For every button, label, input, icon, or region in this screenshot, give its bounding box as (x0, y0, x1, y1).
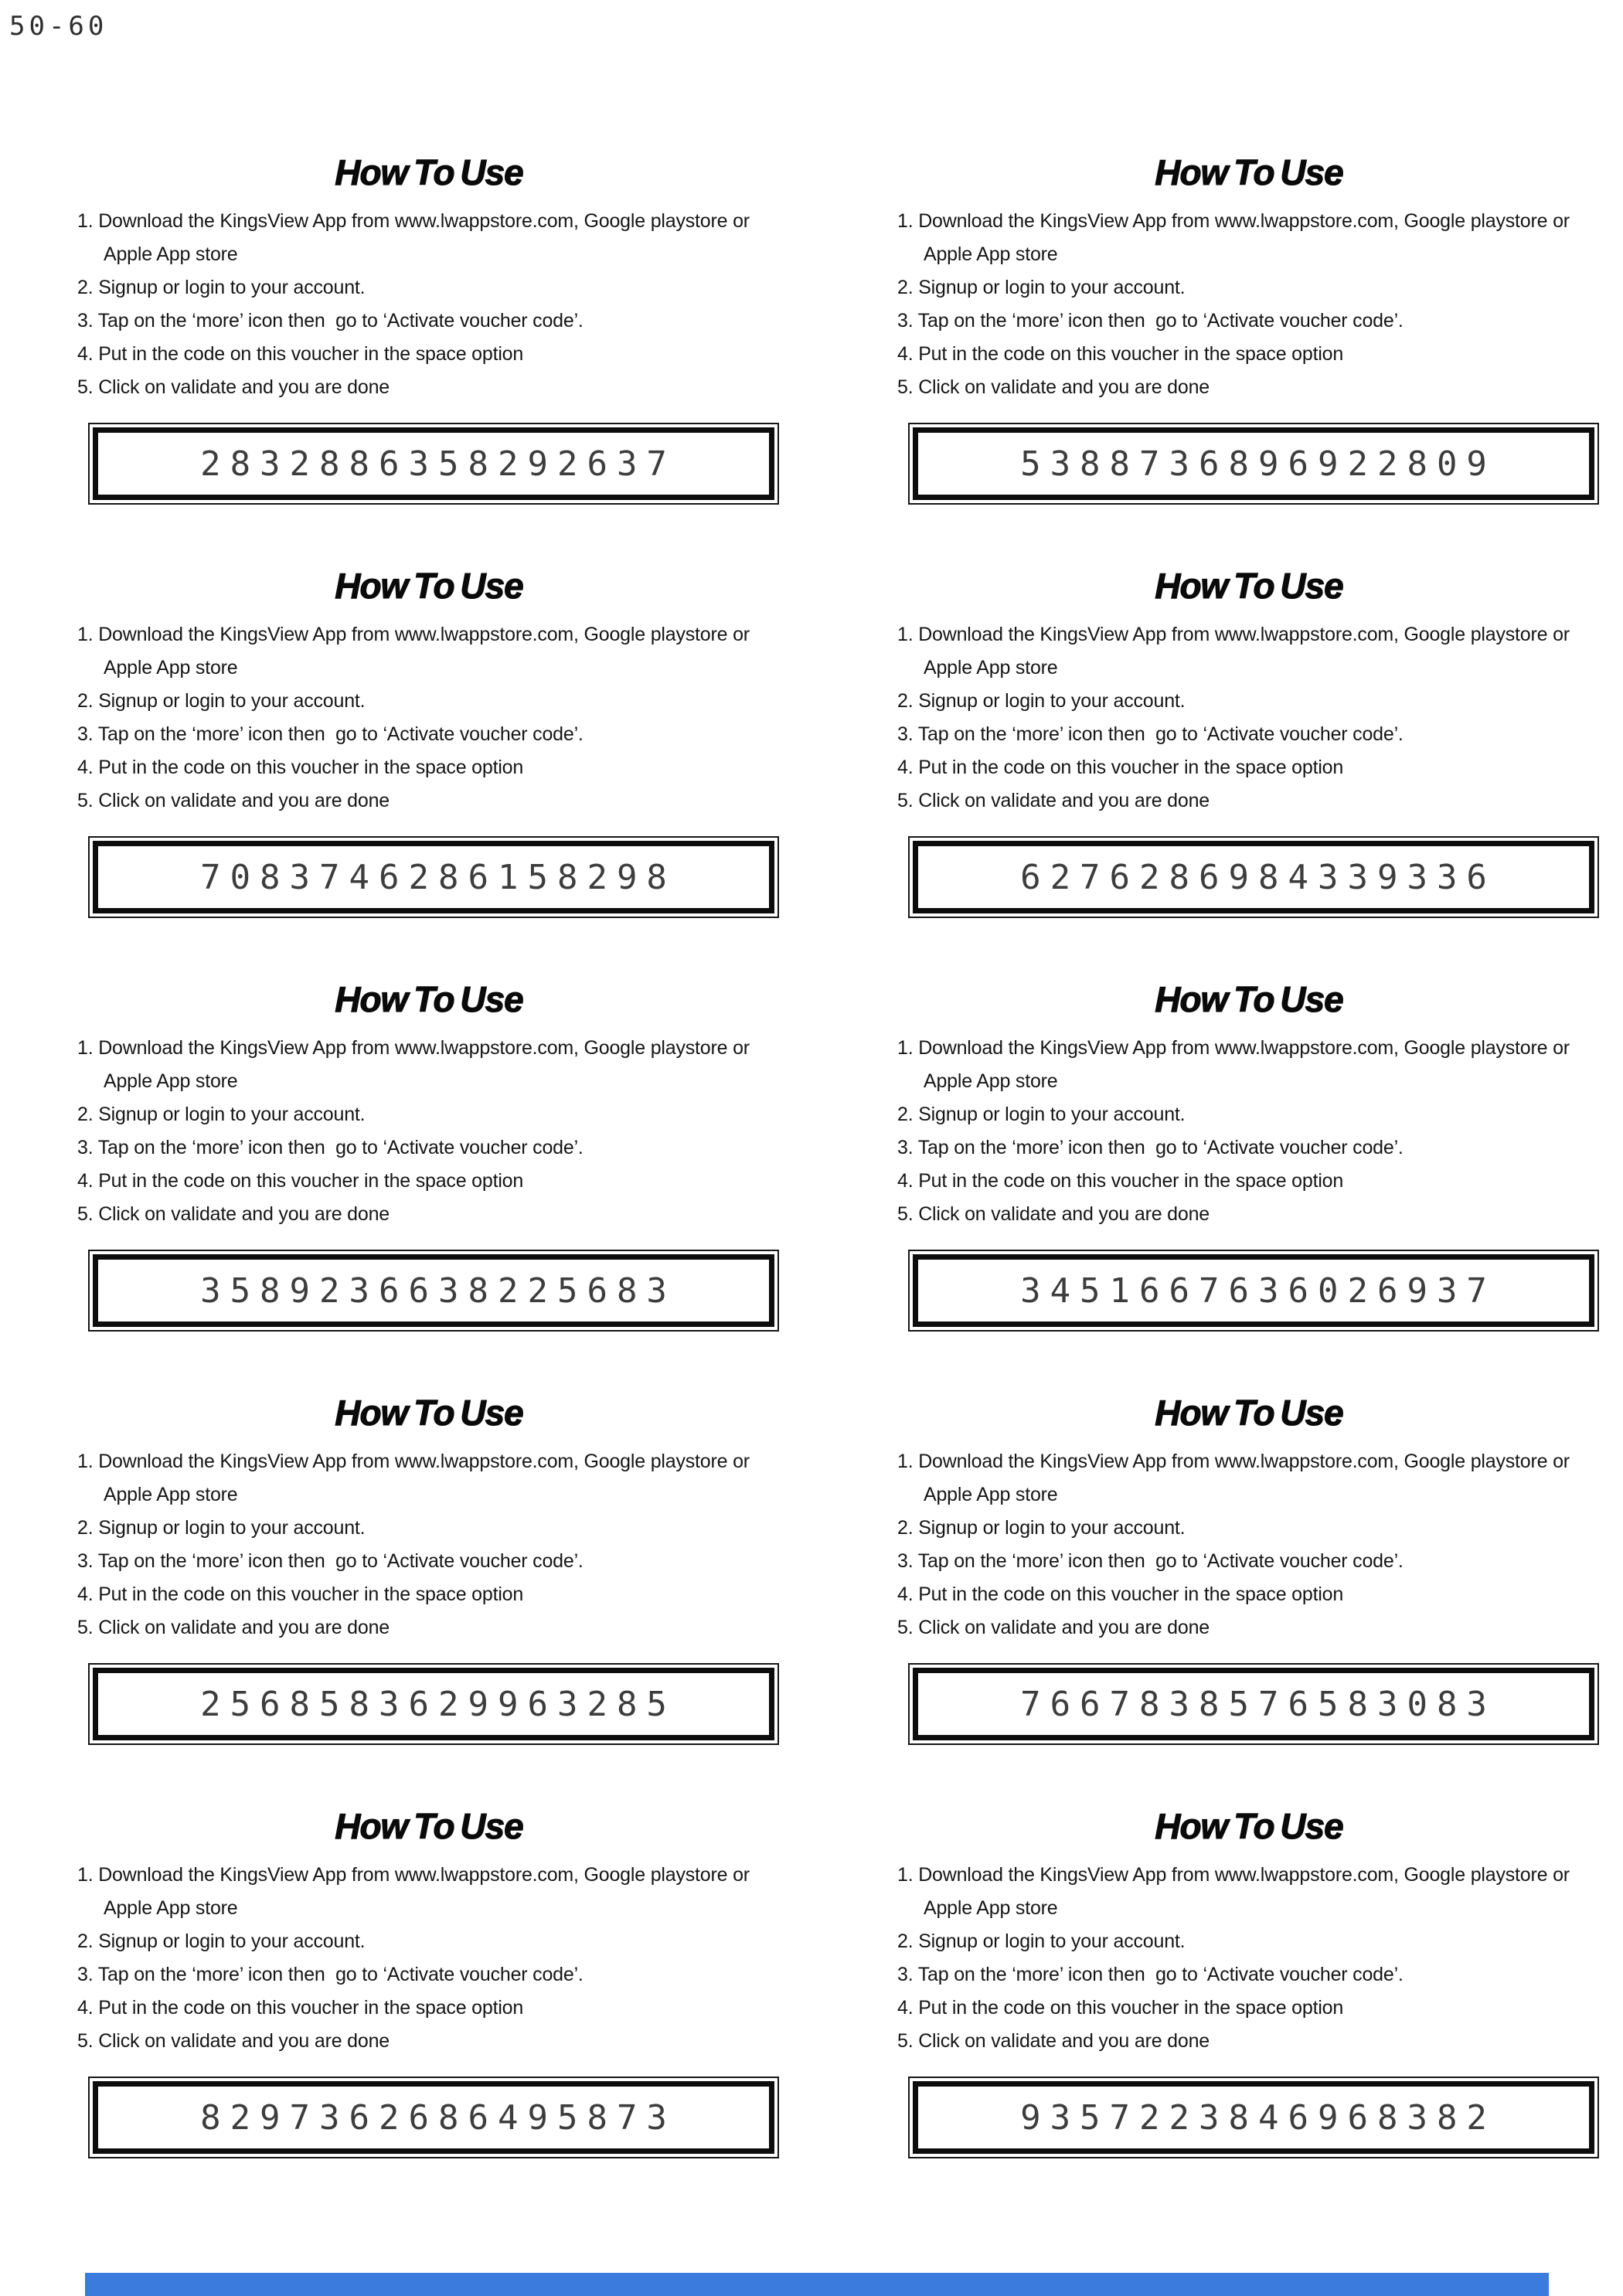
instruction-line: 2. Signup or login to your account. (897, 277, 1186, 298)
instruction-line-continuation: Apple App store (924, 1484, 1058, 1505)
instruction-line: 2. Signup or login to your account. (897, 690, 1186, 712)
instruction-line: 3. Tap on the ‘more’ icon then go to ‘Activate voucher code’. (897, 1137, 1404, 1158)
voucher-code-box (88, 1663, 779, 1745)
voucher-code-frame (93, 1668, 774, 1740)
instruction-line: 5. Click on validate and you are done (77, 790, 390, 811)
instruction-line: 1. Download the KingsView App from www.lwappstore.com, Google playstore or (897, 1451, 1570, 1472)
instruction-line: 3. Tap on the ‘more’ icon then go to ‘Activate voucher code’. (897, 310, 1404, 332)
instruction-line-continuation: Apple App store (924, 1070, 1058, 1092)
instruction-line: 2. Signup or login to your account. (77, 1517, 366, 1539)
voucher-code-frame (913, 2081, 1594, 2154)
voucher-code-frame (93, 2081, 774, 2154)
voucher-code-box (908, 1663, 1599, 1745)
instruction-line-continuation: Apple App store (104, 1897, 238, 1919)
voucher-code-box (88, 2077, 779, 2158)
voucher-code-frame (913, 427, 1594, 500)
instruction-line-continuation: Apple App store (104, 243, 238, 265)
voucher-code-box (88, 836, 779, 918)
voucher-block (77, 151, 781, 505)
instruction-line: 4. Put in the code on this voucher in the space option (897, 1583, 1344, 1605)
voucher-code-frame (913, 1668, 1594, 1740)
instruction-line: 3. Tap on the ‘more’ icon then go to ‘Activate voucher code’. (77, 1964, 584, 1985)
instruction-line: 3. Tap on the ‘more’ icon then go to ‘Activate voucher code’. (77, 1137, 584, 1158)
instruction-line: 2. Signup or login to your account. (897, 1104, 1186, 1125)
instruction-line: 5. Click on validate and you are done (897, 790, 1210, 811)
instruction-line: 4. Put in the code on this voucher in the space option (897, 1997, 1344, 2019)
voucher-code: 7667838576583083 (1020, 1684, 1496, 1724)
voucher-grid (77, 151, 1601, 2158)
instruction-line-continuation: Apple App store (924, 243, 1058, 265)
voucher-block (77, 978, 781, 1332)
instruction-line: 1. Download the KingsView App from www.lwappstore.com, Google playstore or (77, 1037, 750, 1059)
instruction-list (897, 1032, 1601, 1231)
voucher-code-frame (93, 427, 774, 500)
instruction-line: 1. Download the KingsView App from www.lwappstore.com, Google playstore or (77, 1451, 750, 1472)
instruction-line: 3. Tap on the ‘more’ icon then go to ‘Activate voucher code’. (897, 723, 1404, 745)
instruction-line: 3. Tap on the ‘more’ icon then go to ‘Activate voucher code’. (77, 310, 584, 332)
instruction-line: 1. Download the KingsView App from www.lwappstore.com, Google playstore or (897, 210, 1570, 232)
voucher-block (897, 564, 1601, 918)
voucher-code-frame (93, 841, 774, 913)
voucher-code: 3589236638225683 (200, 1270, 676, 1311)
instruction-line: 2. Signup or login to your account. (77, 277, 366, 298)
instruction-line: 4. Put in the code on this voucher in the space option (77, 1997, 524, 2019)
instruction-line: 5. Click on validate and you are done (897, 376, 1210, 398)
how-to-use-title: How To Use (335, 979, 523, 1019)
voucher-code-frame (93, 1254, 774, 1327)
how-to-use-title: How To Use (335, 1393, 523, 1433)
instruction-list (897, 618, 1601, 818)
voucher-code: 8297362686495873 (200, 2097, 676, 2138)
instruction-line: 1. Download the KingsView App from www.lwappstore.com, Google playstore or (897, 1864, 1570, 1886)
instruction-list (77, 1859, 781, 2058)
voucher-block (77, 1804, 781, 2158)
instruction-line: 5. Click on validate and you are done (897, 1617, 1210, 1638)
voucher-code-box (908, 1250, 1599, 1332)
instruction-line: 4. Put in the code on this voucher in the space option (897, 1170, 1344, 1192)
voucher-code: 3451667636026937 (1020, 1270, 1496, 1311)
instruction-list (77, 1445, 781, 1645)
voucher-code: 2832886358292637 (200, 444, 676, 484)
how-to-use-title: How To Use (1155, 152, 1343, 192)
how-to-use-title: How To Use (1155, 1806, 1343, 1846)
instruction-line: 4. Put in the code on this voucher in the space option (897, 757, 1344, 778)
voucher-code-box (908, 423, 1599, 505)
voucher-block (897, 151, 1601, 505)
instruction-line-continuation: Apple App store (104, 1484, 238, 1505)
voucher-code: 6276286984339336 (1020, 857, 1496, 897)
voucher-code-box (908, 836, 1599, 918)
how-to-use-title: How To Use (335, 152, 523, 192)
instruction-line: 5. Click on validate and you are done (897, 2030, 1210, 2052)
voucher-code: 9357223846968382 (1020, 2097, 1496, 2138)
instruction-line-continuation: Apple App store (924, 1897, 1058, 1919)
instruction-line: 3. Tap on the ‘more’ icon then go to ‘Activate voucher code’. (897, 1964, 1404, 1985)
instruction-line: 2. Signup or login to your account. (897, 1930, 1186, 1952)
instruction-line: 5. Click on validate and you are done (77, 376, 390, 398)
instruction-list (897, 1859, 1601, 2058)
how-to-use-title: How To Use (1155, 566, 1343, 606)
voucher-code: 5388736896922809 (1020, 444, 1496, 484)
instruction-line: 4. Put in the code on this voucher in the space option (77, 1170, 524, 1192)
instruction-line: 5. Click on validate and you are done (77, 2030, 390, 2052)
how-to-use-title: How To Use (1155, 979, 1343, 1019)
voucher-code-frame (913, 841, 1594, 913)
instruction-line: 5. Click on validate and you are done (77, 1203, 390, 1225)
instruction-list (897, 205, 1601, 404)
voucher-code: 7083746286158298 (200, 857, 676, 897)
instruction-line: 1. Download the KingsView App from www.lwappstore.com, Google playstore or (77, 624, 750, 645)
instruction-line: 5. Click on validate and you are done (77, 1617, 390, 1638)
how-to-use-title: How To Use (335, 1806, 523, 1846)
voucher-block (897, 1391, 1601, 1745)
voucher-code-box (908, 2077, 1599, 2158)
instruction-list (897, 1445, 1601, 1645)
voucher-code-box (88, 1250, 779, 1332)
voucher-code: 2568583629963285 (200, 1684, 676, 1724)
instruction-line: 5. Click on validate and you are done (897, 1203, 1210, 1225)
instruction-line: 4. Put in the code on this voucher in the space option (77, 343, 524, 365)
instruction-line: 1. Download the KingsView App from www.lwappstore.com, Google playstore or (77, 1864, 750, 1886)
instruction-list (77, 205, 781, 404)
instruction-line: 2. Signup or login to your account. (77, 1104, 366, 1125)
voucher-block (897, 978, 1601, 1332)
instruction-line: 1. Download the KingsView App from www.lwappstore.com, Google playstore or (77, 210, 750, 232)
instruction-list (77, 618, 781, 818)
instruction-line: 3. Tap on the ‘more’ icon then go to ‘Activate voucher code’. (77, 723, 584, 745)
instruction-line-continuation: Apple App store (104, 1070, 238, 1092)
page-range-label: 50-60 (9, 11, 108, 42)
instruction-line-continuation: Apple App store (104, 657, 238, 679)
instruction-line: 1. Download the KingsView App from www.lwappstore.com, Google playstore or (897, 624, 1570, 645)
how-to-use-title: How To Use (335, 566, 523, 606)
voucher-block (77, 564, 781, 918)
voucher-code-frame (913, 1254, 1594, 1327)
instruction-line: 2. Signup or login to your account. (897, 1517, 1186, 1539)
instruction-line: 3. Tap on the ‘more’ icon then go to ‘Activate voucher code’. (77, 1550, 584, 1572)
instruction-line: 2. Signup or login to your account. (77, 690, 366, 712)
instruction-line: 2. Signup or login to your account. (77, 1930, 366, 1952)
voucher-code-box (88, 423, 779, 505)
instruction-list (77, 1032, 781, 1231)
voucher-block (897, 1804, 1601, 2158)
instruction-line: 1. Download the KingsView App from www.lwappstore.com, Google playstore or (897, 1037, 1570, 1059)
voucher-block (77, 1391, 781, 1745)
instruction-line: 4. Put in the code on this voucher in the space option (77, 757, 524, 778)
how-to-use-title: How To Use (1155, 1393, 1343, 1433)
instruction-line-continuation: Apple App store (924, 657, 1058, 679)
instruction-line: 4. Put in the code on this voucher in the space option (77, 1583, 524, 1605)
bottom-accent-bar (85, 2273, 1549, 2296)
instruction-line: 3. Tap on the ‘more’ icon then go to ‘Activate voucher code’. (897, 1550, 1404, 1572)
instruction-line: 4. Put in the code on this voucher in the space option (897, 343, 1344, 365)
